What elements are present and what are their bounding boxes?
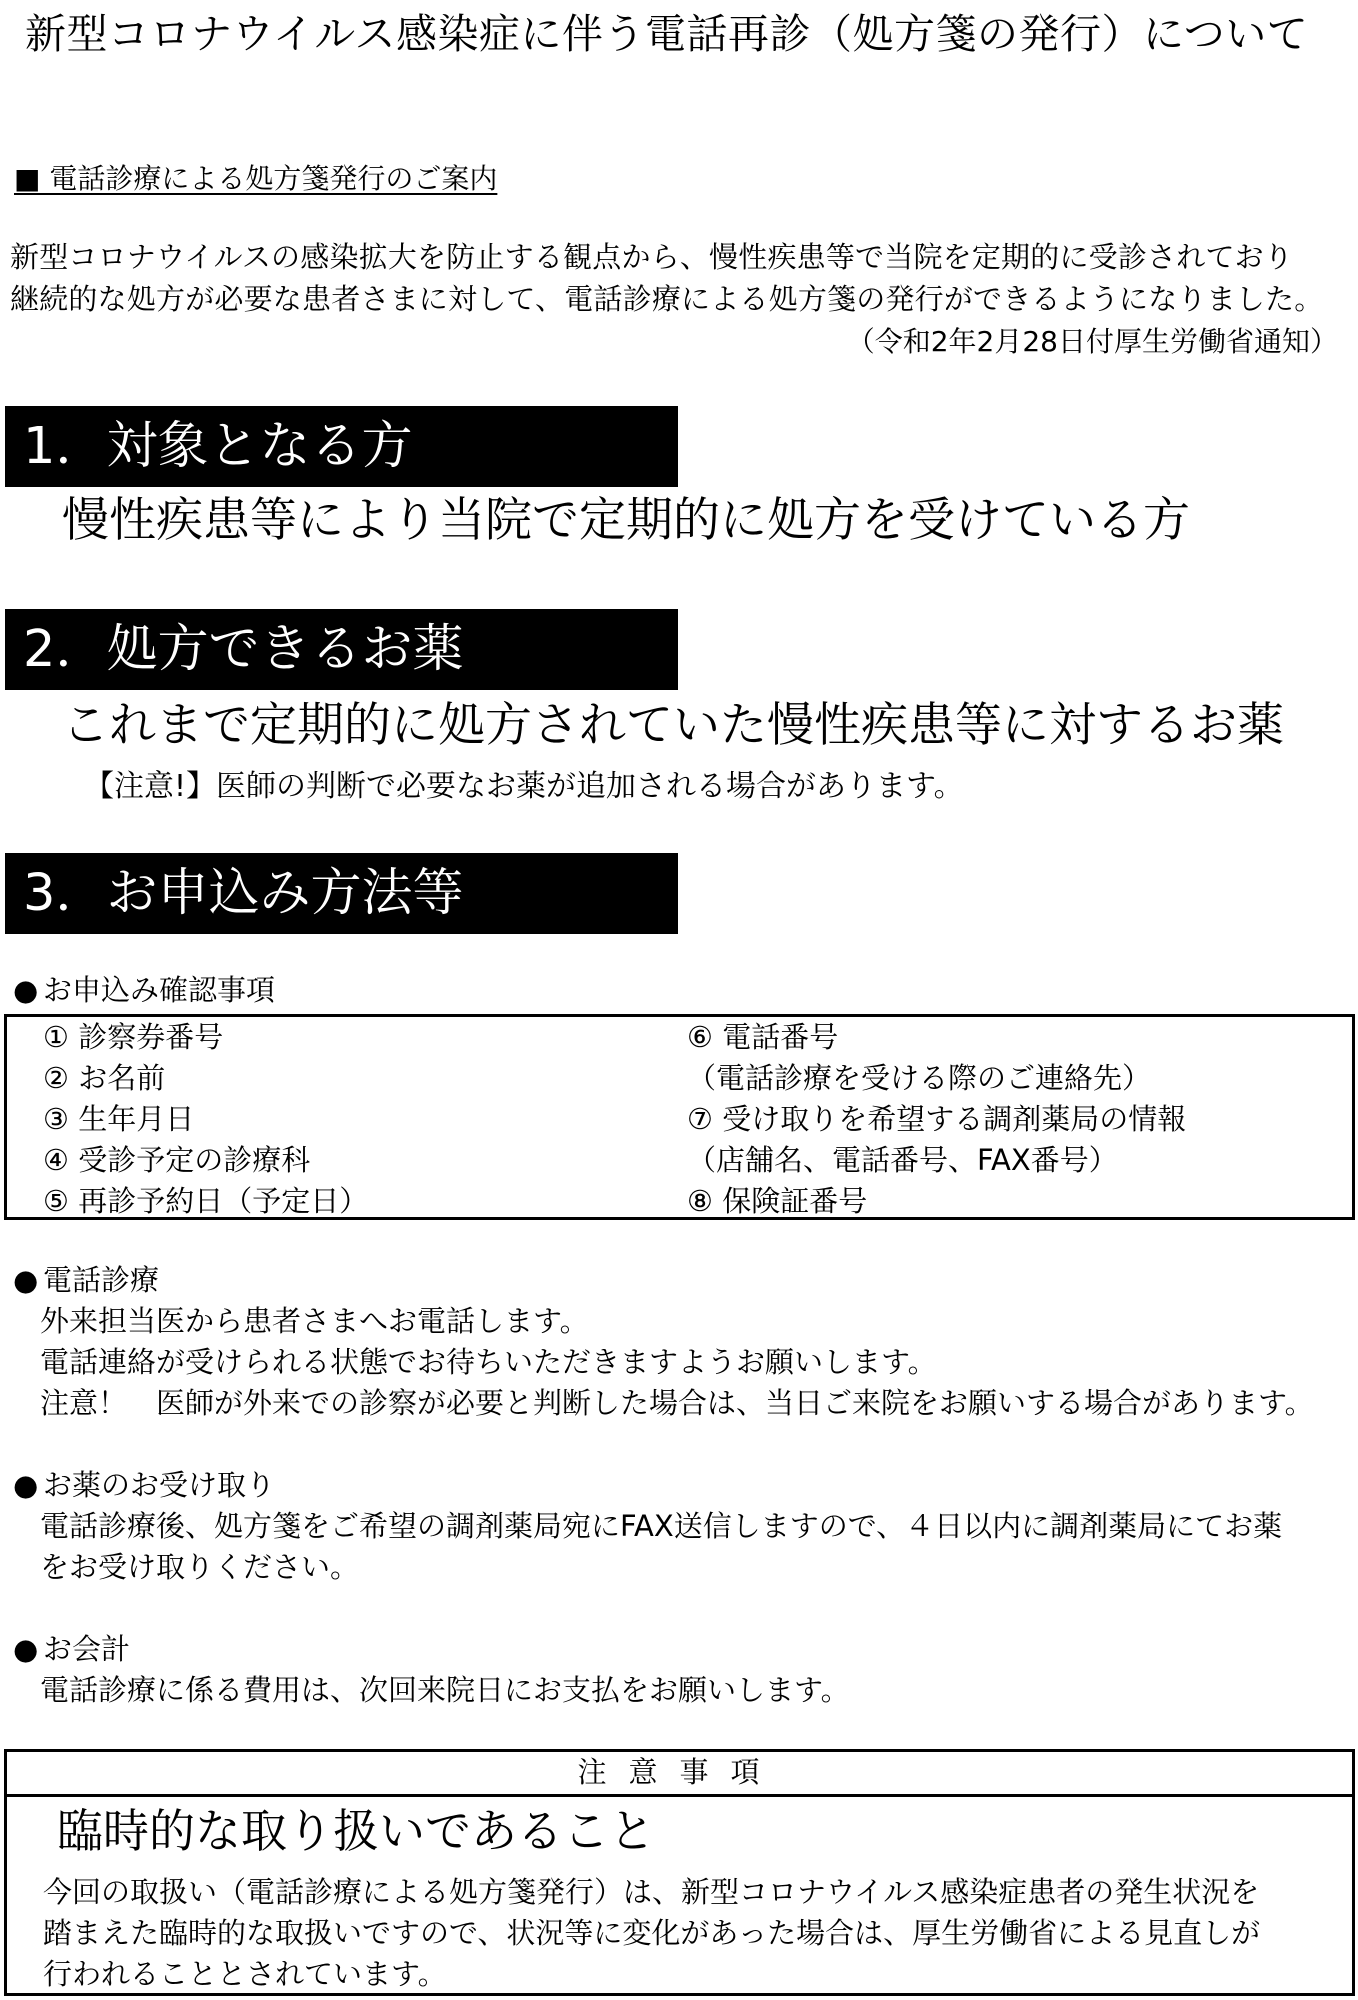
caution-title: 注意事項 — [7, 1752, 1352, 1797]
phone-consultation-line-3: 注意！ 医師が外来での診察が必要と判断した場合は、当日ご来院をお願いする場合があります。 — [40, 1386, 1314, 1420]
section-1-body: 慢性疾患等により当院で定期的に処方を受けている方 — [62, 493, 1190, 548]
phone-consultation-line-1: 外来担当医から患者さまへお電話します。 — [40, 1304, 589, 1338]
caution-line-3: 行われることとされています。 — [43, 1957, 447, 1991]
page-title: 新型コロナウイルス感染症に伴う電話再診（処方箋の発行）について — [25, 10, 1309, 58]
caution-line-1: 今回の取扱い（電話診療による処方箋発行）は、新型コロナウイルス感染症患者の発生状況を — [43, 1875, 1260, 1909]
section-1-heading: 1．対象となる方 — [5, 406, 678, 487]
section-3-heading: 3．お申込み方法等 — [5, 853, 678, 934]
phone-consultation-heading — [13, 1260, 159, 1300]
intro-line-1: 新型コロナウイルスの感染拡大を防止する観点から、慢性疾患等で当院を定期的に受診されており — [10, 240, 1294, 274]
payment-line-1: 電話診療に係る費用は、次回来院日にお支払をお願いします。 — [40, 1673, 850, 1707]
section-2-note: 【注意!】医師の判断で必要なお薬が追加される場合があります。 — [84, 769, 964, 804]
check-item-revisit-date: ⑤ 再診予約日（予定日） — [43, 1184, 369, 1218]
check-item-insurance-number: ⑧ 保険証番号 — [687, 1184, 868, 1218]
payment-heading — [13, 1629, 130, 1669]
check-item-card-number: ① 診察券番号 — [43, 1020, 224, 1054]
guide-heading: ■ 電話診療による処方箋発行のご案内 — [14, 162, 498, 195]
ministry-notice-reference: （令和2年2月28日付厚生労働省通知） — [846, 325, 1338, 358]
section-2-body: これまで定期的に処方されていた慢性疾患等に対するお薬 — [62, 698, 1284, 753]
check-item-pharmacy: ⑦ 受け取りを希望する調剤薬局の情報 — [687, 1102, 1187, 1136]
intro-line-2: 継続的な処方が必要な患者さまに対して、電話診療による処方箋の発行ができるようになりました。 — [10, 282, 1324, 316]
check-item-department: ④ 受診予定の診療科 — [43, 1143, 311, 1177]
caution-line-2: 踏まえた臨時的な取扱いですので、状況等に変化があった場合は、厚生労働省による見直しが — [43, 1916, 1261, 1950]
bullet-icon: ● — [13, 973, 39, 1007]
check-items-box — [4, 1014, 1355, 1220]
check-item-phone-number: ⑥ 電話番号 — [687, 1020, 839, 1054]
check-item-pharmacy-note: （店舗名、電話番号、FAX番号） — [687, 1143, 1118, 1177]
caution-box — [4, 1749, 1355, 1996]
check-item-phone-note: （電話診療を受ける際のご連絡先） — [687, 1061, 1152, 1095]
check-items-heading-label: お申込み確認事項 — [43, 973, 276, 1007]
check-item-birthdate: ③ 生年月日 — [43, 1102, 195, 1136]
bullet-icon: ● — [13, 1632, 39, 1666]
medicine-pickup-heading — [13, 1465, 275, 1505]
phone-consultation-heading-label: 電話診療 — [43, 1263, 160, 1297]
phone-consultation-line-2: 電話連絡が受けられる状態でお待ちいただきますようお願いします。 — [40, 1345, 937, 1379]
medicine-pickup-line-2: をお受け取りください。 — [40, 1550, 360, 1584]
bullet-icon: ● — [13, 1263, 39, 1297]
section-2-heading: 2．処方できるお薬 — [5, 609, 678, 690]
medicine-pickup-line-1: 電話診療後、処方箋をご希望の調剤薬局宛にFAX送信しますので、４日以内に調剤薬局にてお薬 — [40, 1509, 1283, 1543]
medicine-pickup-heading-label: お薬のお受け取り — [43, 1468, 276, 1502]
payment-heading-label: お会計 — [43, 1632, 131, 1666]
caution-heading: 臨時的な取り扱いであること — [57, 1804, 655, 1858]
bullet-icon: ● — [13, 1468, 39, 1502]
check-items-heading — [13, 970, 275, 1010]
check-item-name: ② お名前 — [43, 1061, 166, 1095]
